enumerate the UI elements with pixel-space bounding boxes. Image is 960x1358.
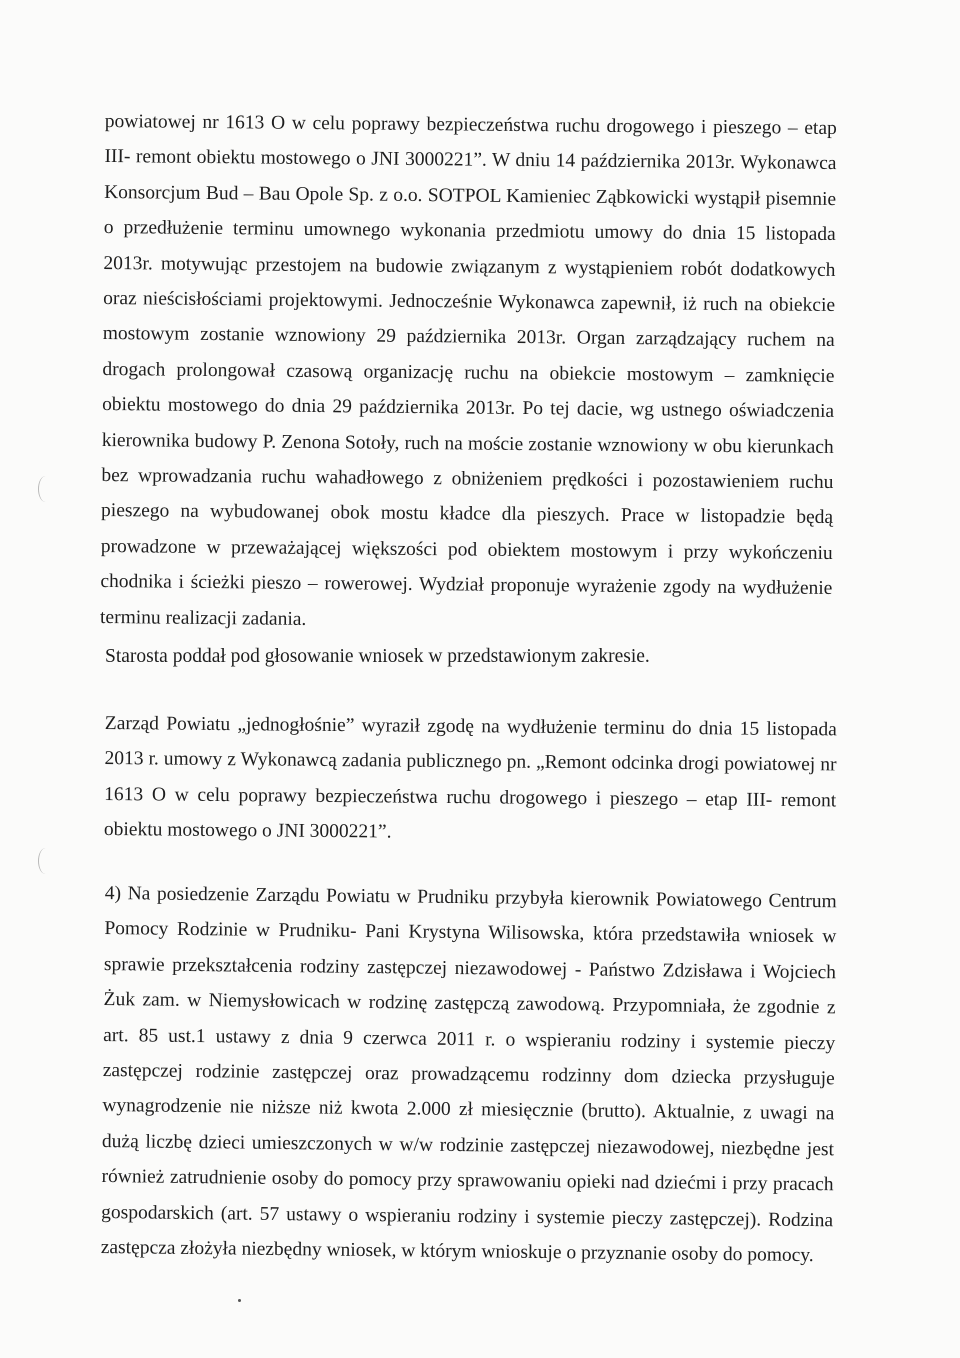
paragraph-road-bridge-extension: powiatowej nr 1613 O w celu poprawy bezpieczeństwa ruchu drogowego i pieszego – etap III- remont obiektu mostowego o JNI 3000221”. W dniu 14 października 2013r. Wykonawca Konsorcjum Bud – Bau Opole Sp. z o.o. SOTPOL Kamieniec Ząbkowicki wystąpił pisemnie o przedłużenie terminu umownego wykonania przedmiotu umowy do dnia 15 listopada 2013r. motywując przestojem na budowie związanym z wystąpieniem robót dodatkowych oraz nieścisłościami projektowymi. Jednocześnie Wykonawca zapewnił, iż ruch na obiekcie mostowym zostanie wznowiony 29 października 2013r. Organ zarządzający ruchem na drogach prolongował czasową organizację ruchu na obiekcie mostowym – zamknięcie obiektu mostowego do dnia 29 października 2013r. Po tej dacie, wg ustnego oświadczenia kierownika budowy P. Zenona Sotoły, ruch na moście zostanie wznowiony w obu kierunkach bez wprowadzania ruchu wahadłowego z obniżeniem prędkości i pozostawieniem ruchu pieszego na wybudowanej obok mostu kładce dla pieszych. Prace w listopadzie będą prowadzone w przeważającej większości pod obiektem mostowym i przy wykończeniu chodnika i ścieżki pieszo – rowerowej. Wydział proponuje wyrażenie zgody na wydłużenie terminu realizacji zadania.	[99, 110, 837, 630]
scan-speck	[238, 1299, 241, 1302]
punch-hole-mark	[38, 848, 53, 874]
paragraph-vote-call: Starosta poddał pod głosowanie wniosek w przedstawionym zakresie.	[105, 646, 650, 667]
paragraph-board-resolution: Zarząd Powiatu „jednogłośnie” wyraził zgodę na wydłużenie terminu do dnia 15 listopada 2013 r. umowy z Wykonawcą zadania publicznego pn. „Remont odcinka drogi powiatowej nr 1613 O w celu poprawy bezpieczeństwa ruchu drogowego i pieszego – etap III- remont obiektu mostowego o JNI 3000221”.	[103, 712, 837, 843]
paragraph-foster-family: 4) Na posiedzenie Zarządu Powiatu w Prudniku przybyła kierownik Powiatowego Centrum Pomocy Rodzinie w Prudniku- Pani Krystyna Wilisowska, która przedstawiła wniosek w sprawie przekształcenia rodziny zastępczej niezawodowej - Państwo Zdzisława i Wojciech Żuk zam. w Niemysłowicach w rodzinę zastępczą zawodową. Przypomniała, że zgodnie z art. 85 ust.1 ustawy z dnia 9 czerwca 2011 r. o wspieraniu rodziny i systemie pieczy zastępczej rodzinie zastępczej oraz prowadzącemu rodzinny dom dziecka przysługuje wynagrodzenie nie niższe niż kwota 2.000 zł miesięcznie (brutto). Aktualnie, z uwagi na dużą liczbę dzieci umieszczonych w w/w rodzinie zastępczej niezawodowej, niezbędne jest również zatrudnienie osoby do pomocy przy sprawowaniu opieki nad dziećmi i przy pracach gospodarskich (art. 57 ustawy o wspieraniu rodziny i systemie pieczy zastępczej). Rodzina zastępcza złożyła niezbędny wniosek, w którym wnioskuje o przyznanie osoby do pomocy.	[100, 882, 837, 1267]
punch-hole-mark	[38, 476, 53, 502]
